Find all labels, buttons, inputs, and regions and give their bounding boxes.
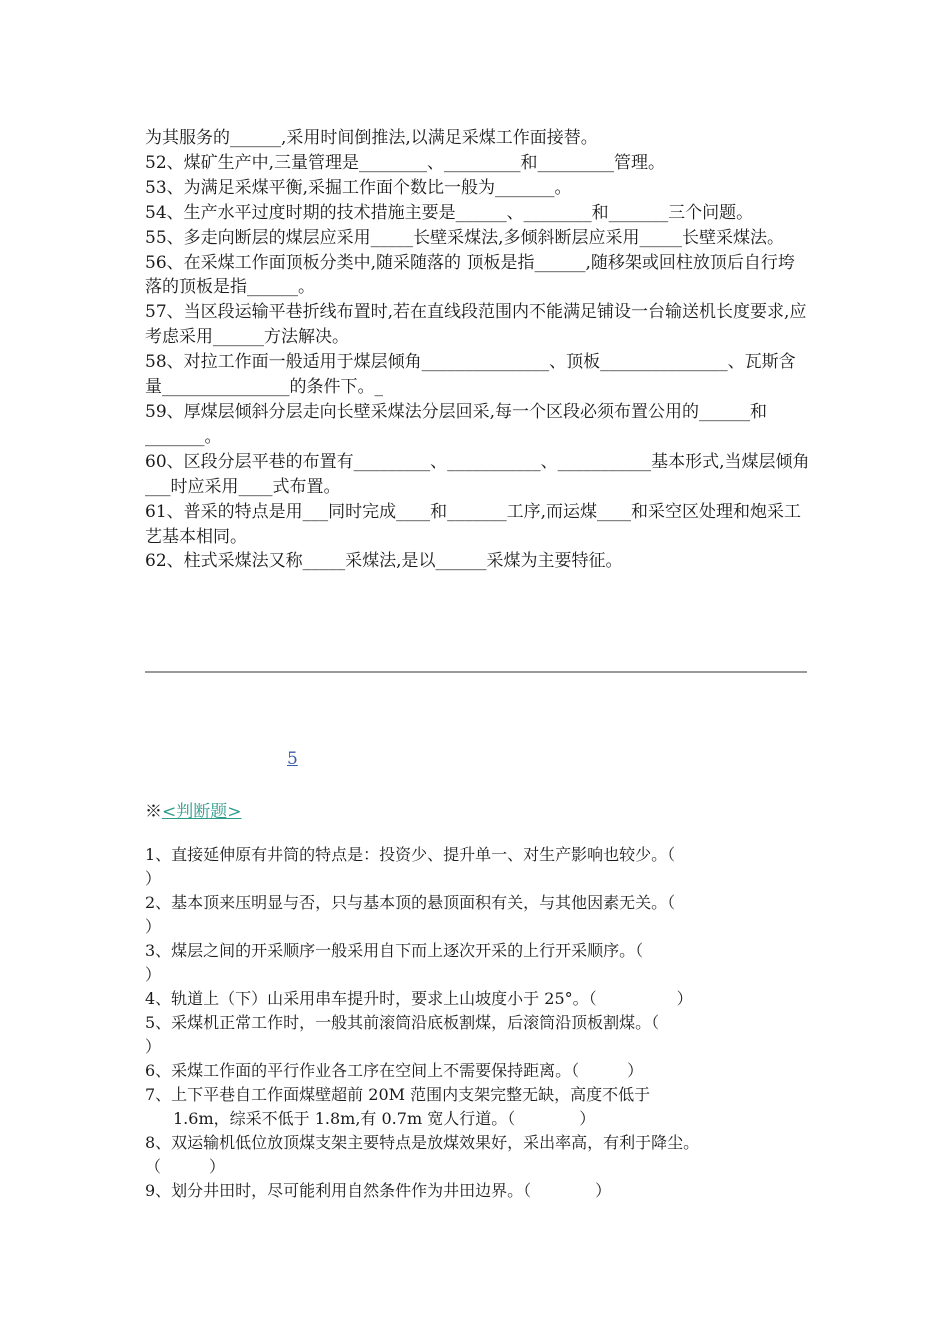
section-heading: [145, 797, 242, 822]
question-60: 60、区段分层平巷的布置有_________、___________、___________基本形式,当煤层倾角___时应采用____式布置。: [145, 451, 810, 497]
judgment-7: 7、上下平巷自工作面煤壁超前 20M 范围内支架完整无缺，高度不低于 1.6m，综采不低于 1.8m,有 0.7m 宽人行道。（ ）: [145, 1085, 651, 1128]
judgment-8: 8、双运输机低位放顶煤支架主要特点是放煤效果好，采出率高，有利于降尘。 （ ）: [145, 1133, 700, 1176]
horizontal-divider: [145, 671, 807, 673]
judgment-4: 4、轨道上（下）山采用串车提升时，要求上山坡度小于 25°。（ ）: [145, 989, 693, 1008]
question-55: 55、多走向断层的煤层应采用_____长壁采煤法,多倾斜断层应采用_____长壁采煤法。: [145, 227, 785, 248]
question-59: 59、厚煤层倾斜分层走向长壁采煤法分层回采,每一个区段必须布置公用的______和_______。: [145, 401, 768, 447]
question-61: 61、普采的特点是用___同时完成____和_______工序,而运煤____和采空区处理和炮采工艺基本相同。: [145, 501, 802, 547]
reference-mark: ※: [145, 802, 162, 822]
question-line: 为其服务的______,采用时间倒推法,以满足采煤工作面接替。: [145, 128, 598, 148]
fill-in-questions: [145, 126, 810, 574]
question-54: 54、生产水平过度时期的技术措施主要是______、________和_______三个问题。: [145, 202, 754, 223]
judgment-1: 1、直接延伸原有井筒的特点是：投资少、提升单一、对生产影响也较少。（ ）: [145, 845, 676, 888]
question-58: 58、对拉工作面一般适用于煤层倾角_______________、顶板_______________、瓦斯含量_______________的条件下。_: [145, 352, 796, 398]
judgment-5: 5、采煤机正常工作时，一般其前滚筒沿底板割煤，后滚筒沿顶板割煤。（ ）: [145, 1013, 660, 1056]
judgment-6: 6、采煤工作面的平行作业各工序在空间上不需要保持距离。（ ）: [145, 1061, 644, 1080]
page-number-link[interactable]: 5: [287, 749, 298, 769]
question-62: 62、柱式采煤法又称_____采煤法,是以______采煤为主要特征。: [145, 551, 623, 572]
question-57: 57、当区段运输平巷折线布置时,若在直线段范围内不能满足铺设一台输送机长度要求,应考虑采用______方法解决。: [145, 302, 807, 348]
judgment-9: 9、划分井田时，尽可能利用自然条件作为井田边界。（ ）: [145, 1181, 612, 1200]
question-56: 56、在采煤工作面顶板分类中,随采随落的 顶板是指______,随移架或回柱放顶后自行垮落的顶板是指______。: [145, 252, 795, 298]
judgment-2: 2、基本顶来压明显与否，只与基本顶的悬顶面积有关，与其他因素无关。（ ）: [145, 893, 676, 936]
question-53: 53、为满足采煤平衡,采掘工作面个数比一般为_______。: [145, 177, 572, 198]
judgment-3: 3、煤层之间的开采顺序一般采用自下而上逐次开采的上行开采顺序。（ ）: [145, 941, 644, 984]
judgment-questions: [145, 843, 810, 1203]
question-52: 52、煤矿生产中,三量管理是________、_________和_________管理。: [145, 152, 666, 173]
section-link-judgment[interactable]: <判断题>: [162, 802, 242, 822]
